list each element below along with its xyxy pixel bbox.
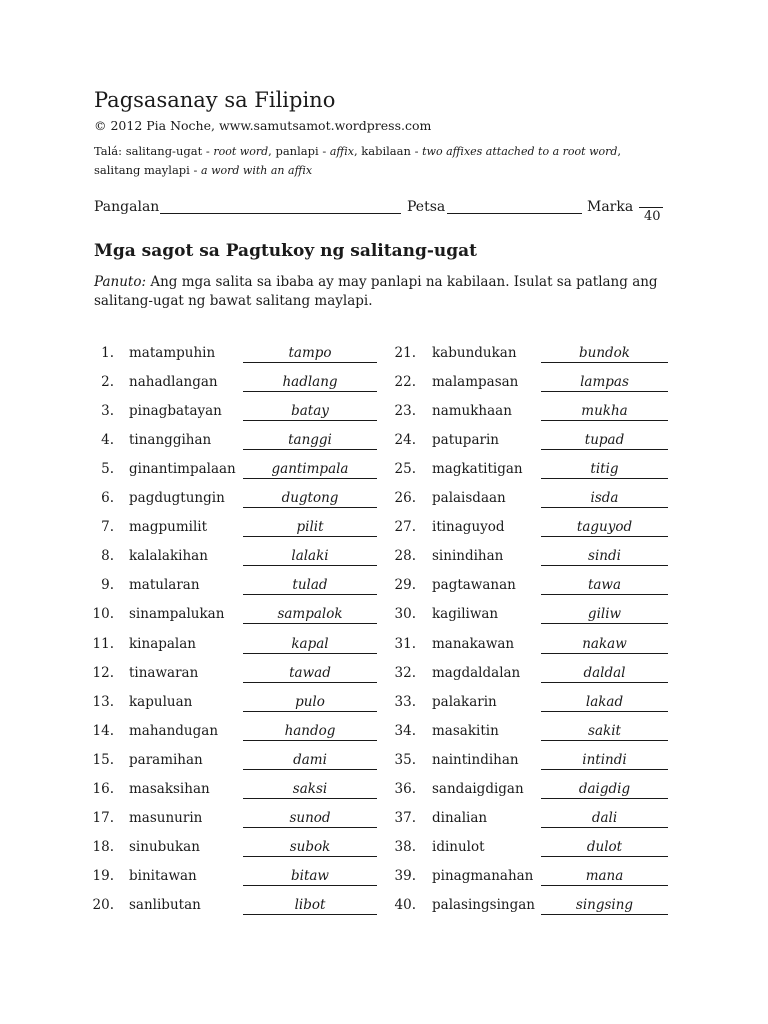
affixed-word: idinulot xyxy=(432,838,485,855)
affixed-word: kalalakihan xyxy=(129,548,208,565)
root-word-answer[interactable]: hadlang xyxy=(243,374,377,392)
root-word-answer[interactable]: tawa xyxy=(541,577,668,595)
affixed-word: matampuhin xyxy=(129,345,216,361)
item-number: 34. xyxy=(394,722,416,739)
date-field[interactable] xyxy=(447,213,582,214)
root-word-answer[interactable]: titig xyxy=(541,461,668,479)
root-word-answer[interactable]: tawad xyxy=(243,665,377,683)
root-word-answer[interactable]: singsing xyxy=(541,897,668,915)
date-label: Petsa xyxy=(407,199,446,215)
item-number: 3. xyxy=(101,403,114,420)
item-number: 12. xyxy=(92,664,114,681)
affixed-word: binitawan xyxy=(129,867,197,884)
item-number: 5. xyxy=(101,461,114,478)
affixed-word: palakarin xyxy=(432,693,497,710)
item-number: 9. xyxy=(101,577,114,594)
root-word-answer[interactable]: sindi xyxy=(541,548,668,566)
affixed-word: matularan xyxy=(129,577,200,594)
item-number: 38. xyxy=(394,838,416,855)
affixed-word: nahadlangan xyxy=(129,374,218,391)
copyright-line: © 2012 Pia Noche, www.samutsamot.wordpress.com xyxy=(94,118,432,133)
root-word-answer[interactable]: mukha xyxy=(541,403,668,421)
root-word-answer[interactable]: kapal xyxy=(243,636,377,654)
affixed-word: kagiliwan xyxy=(432,606,499,623)
name-label: Pangalan xyxy=(94,199,160,215)
root-word-answer[interactable]: mana xyxy=(541,868,668,886)
name-field[interactable] xyxy=(160,213,401,214)
root-word-answer[interactable]: nakaw xyxy=(541,636,668,654)
note-term: , panlapi - xyxy=(268,144,330,158)
root-word-answer[interactable]: saksi xyxy=(243,781,377,799)
affixed-word: sinubukan xyxy=(129,838,200,855)
note-definition: root word xyxy=(213,145,269,158)
glossary-note-line-1 xyxy=(94,144,621,158)
item-number: 13. xyxy=(92,693,114,710)
affixed-word: manakawan xyxy=(432,635,515,652)
root-word-answer[interactable]: dami xyxy=(243,752,377,770)
item-number: 36. xyxy=(394,780,416,797)
root-word-answer[interactable]: pilit xyxy=(243,519,377,537)
instructions-label: Panuto: xyxy=(94,274,147,290)
root-word-answer[interactable]: taguyod xyxy=(541,519,668,537)
item-number: 33. xyxy=(394,693,416,710)
root-word-answer[interactable]: sampalok xyxy=(243,606,377,624)
page-title: Pagsasanay sa Filipino xyxy=(94,88,336,112)
affixed-word: itinaguyod xyxy=(432,519,505,536)
root-word-answer[interactable]: dugtong xyxy=(243,490,377,508)
affixed-word: sanlibutan xyxy=(129,896,201,913)
root-word-answer[interactable]: daigdig xyxy=(541,781,668,799)
root-word-answer[interactable]: handog xyxy=(243,723,377,741)
item-number: 20. xyxy=(92,896,114,913)
item-number: 26. xyxy=(394,490,416,507)
affixed-word: kinapalan xyxy=(129,635,196,652)
item-number: 6. xyxy=(101,490,114,507)
item-number: 40. xyxy=(394,896,416,913)
affixed-word: pagtawanan xyxy=(432,577,516,594)
affixed-word: sinindihan xyxy=(432,548,504,565)
affixed-word: magpumilit xyxy=(129,519,208,536)
score-total: 40 xyxy=(644,209,661,224)
affixed-word: masaksihan xyxy=(129,780,210,797)
affixed-word: sinampalukan xyxy=(129,606,225,623)
affixed-word: dinalian xyxy=(432,809,488,826)
affixed-word: tinawaran xyxy=(129,664,199,681)
score-field[interactable] xyxy=(639,207,663,208)
root-word-answer[interactable]: tupad xyxy=(541,432,668,450)
item-number: 39. xyxy=(394,867,416,884)
note-definition: two affixes attached to a root word xyxy=(422,145,618,158)
affixed-word: pinagbatayan xyxy=(129,403,222,420)
item-number: 15. xyxy=(92,751,114,768)
affixed-word: sandaigdigan xyxy=(432,780,524,797)
root-word-answer[interactable]: pulo xyxy=(243,694,377,712)
affixed-word: kabundukan xyxy=(432,345,517,361)
root-word-answer[interactable]: tulad xyxy=(243,577,377,595)
affixed-word: magkatitigan xyxy=(432,461,523,478)
item-number: 10. xyxy=(92,606,114,623)
root-word-answer[interactable]: lakad xyxy=(541,694,668,712)
item-number: 1. xyxy=(101,345,114,361)
root-word-answer[interactable]: batay xyxy=(243,403,377,421)
root-word-answer[interactable]: giliw xyxy=(541,606,668,624)
item-number: 2. xyxy=(101,374,114,391)
item-number: 27. xyxy=(394,519,416,536)
root-word-answer[interactable]: dali xyxy=(541,810,668,828)
root-word-answer[interactable]: subok xyxy=(243,839,377,857)
affixed-word: magdaldalan xyxy=(432,664,521,681)
item-number: 31. xyxy=(394,635,416,652)
root-word-answer[interactable]: libot xyxy=(243,897,377,915)
affixed-word: masakitin xyxy=(432,722,499,739)
item-number: 28. xyxy=(394,548,416,565)
note-term: , xyxy=(617,144,622,158)
item-number: 30. xyxy=(394,606,416,623)
affixed-word: malampasan xyxy=(432,374,519,391)
affixed-word: ginantimpalaan xyxy=(129,461,236,478)
affixed-word: namukhaan xyxy=(432,403,512,420)
root-word-answer[interactable]: daldal xyxy=(541,665,668,683)
affixed-word: tinanggihan xyxy=(129,432,212,449)
note-definition: a word with an affix xyxy=(201,164,313,177)
affixed-word: kapuluan xyxy=(129,693,193,710)
root-word-answer[interactable]: tanggi xyxy=(243,432,377,450)
root-word-answer[interactable]: dulot xyxy=(541,839,668,857)
item-number: 35. xyxy=(394,751,416,768)
item-number: 29. xyxy=(394,577,416,594)
item-number: 37. xyxy=(394,809,416,826)
item-number: 17. xyxy=(92,809,114,826)
note-term: Talá: salitang-ugat - xyxy=(94,144,214,158)
item-number: 19. xyxy=(92,867,114,884)
root-word-answer[interactable]: isda xyxy=(541,490,668,508)
item-number: 16. xyxy=(92,780,114,797)
root-word-answer[interactable]: bitaw xyxy=(243,868,377,886)
affixed-word: pinagmanahan xyxy=(432,867,534,884)
affixed-word: palasingsingan xyxy=(432,896,535,913)
affixed-word: patuparin xyxy=(432,432,499,449)
item-number: 4. xyxy=(101,432,114,449)
item-number: 24. xyxy=(394,432,416,449)
root-word-answer[interactable]: lalaki xyxy=(243,548,377,566)
affixed-word: naintindihan xyxy=(432,751,519,768)
item-number: 25. xyxy=(394,461,416,478)
glossary-note-line-2 xyxy=(94,163,312,177)
note-term: , kabilaan - xyxy=(353,144,423,158)
item-number: 32. xyxy=(394,664,416,681)
section-title: Mga sagot sa Pagtukoy ng salitang-ugat xyxy=(94,241,478,261)
affixed-word: pagdugtungin xyxy=(129,490,225,507)
item-number: 18. xyxy=(92,838,114,855)
affixed-word: masunurin xyxy=(129,809,203,826)
note-definition: affix xyxy=(329,145,354,158)
item-number: 23. xyxy=(394,403,416,420)
root-word-answer[interactable]: tampo xyxy=(243,345,377,363)
root-word-answer[interactable]: lampas xyxy=(541,374,668,392)
note-term: salitang maylapi - xyxy=(94,163,202,177)
item-number: 14. xyxy=(92,722,114,739)
item-number: 7. xyxy=(101,519,114,536)
root-word-answer[interactable]: intindi xyxy=(541,752,668,770)
item-number: 8. xyxy=(101,548,114,565)
root-word-answer[interactable]: sunod xyxy=(243,810,377,828)
affixed-word: mahandugan xyxy=(129,722,219,739)
root-word-answer[interactable]: sakit xyxy=(541,723,668,741)
root-word-answer[interactable]: bundok xyxy=(541,345,668,363)
instructions-text: Ang mga salita sa ibaba ay may panlapi na kabilaan. Isulat sa patlang ang salitang-ugat ng bawat salitang maylapi. xyxy=(94,274,658,309)
item-number: 21. xyxy=(394,345,416,361)
affixed-word: palaisdaan xyxy=(432,490,506,507)
item-number: 11. xyxy=(92,635,114,652)
root-word-answer[interactable]: gantimpala xyxy=(243,461,377,479)
instructions xyxy=(94,273,694,311)
affixed-word: paramihan xyxy=(129,751,203,768)
score-label: Marka xyxy=(587,199,634,215)
item-number: 22. xyxy=(394,374,416,391)
